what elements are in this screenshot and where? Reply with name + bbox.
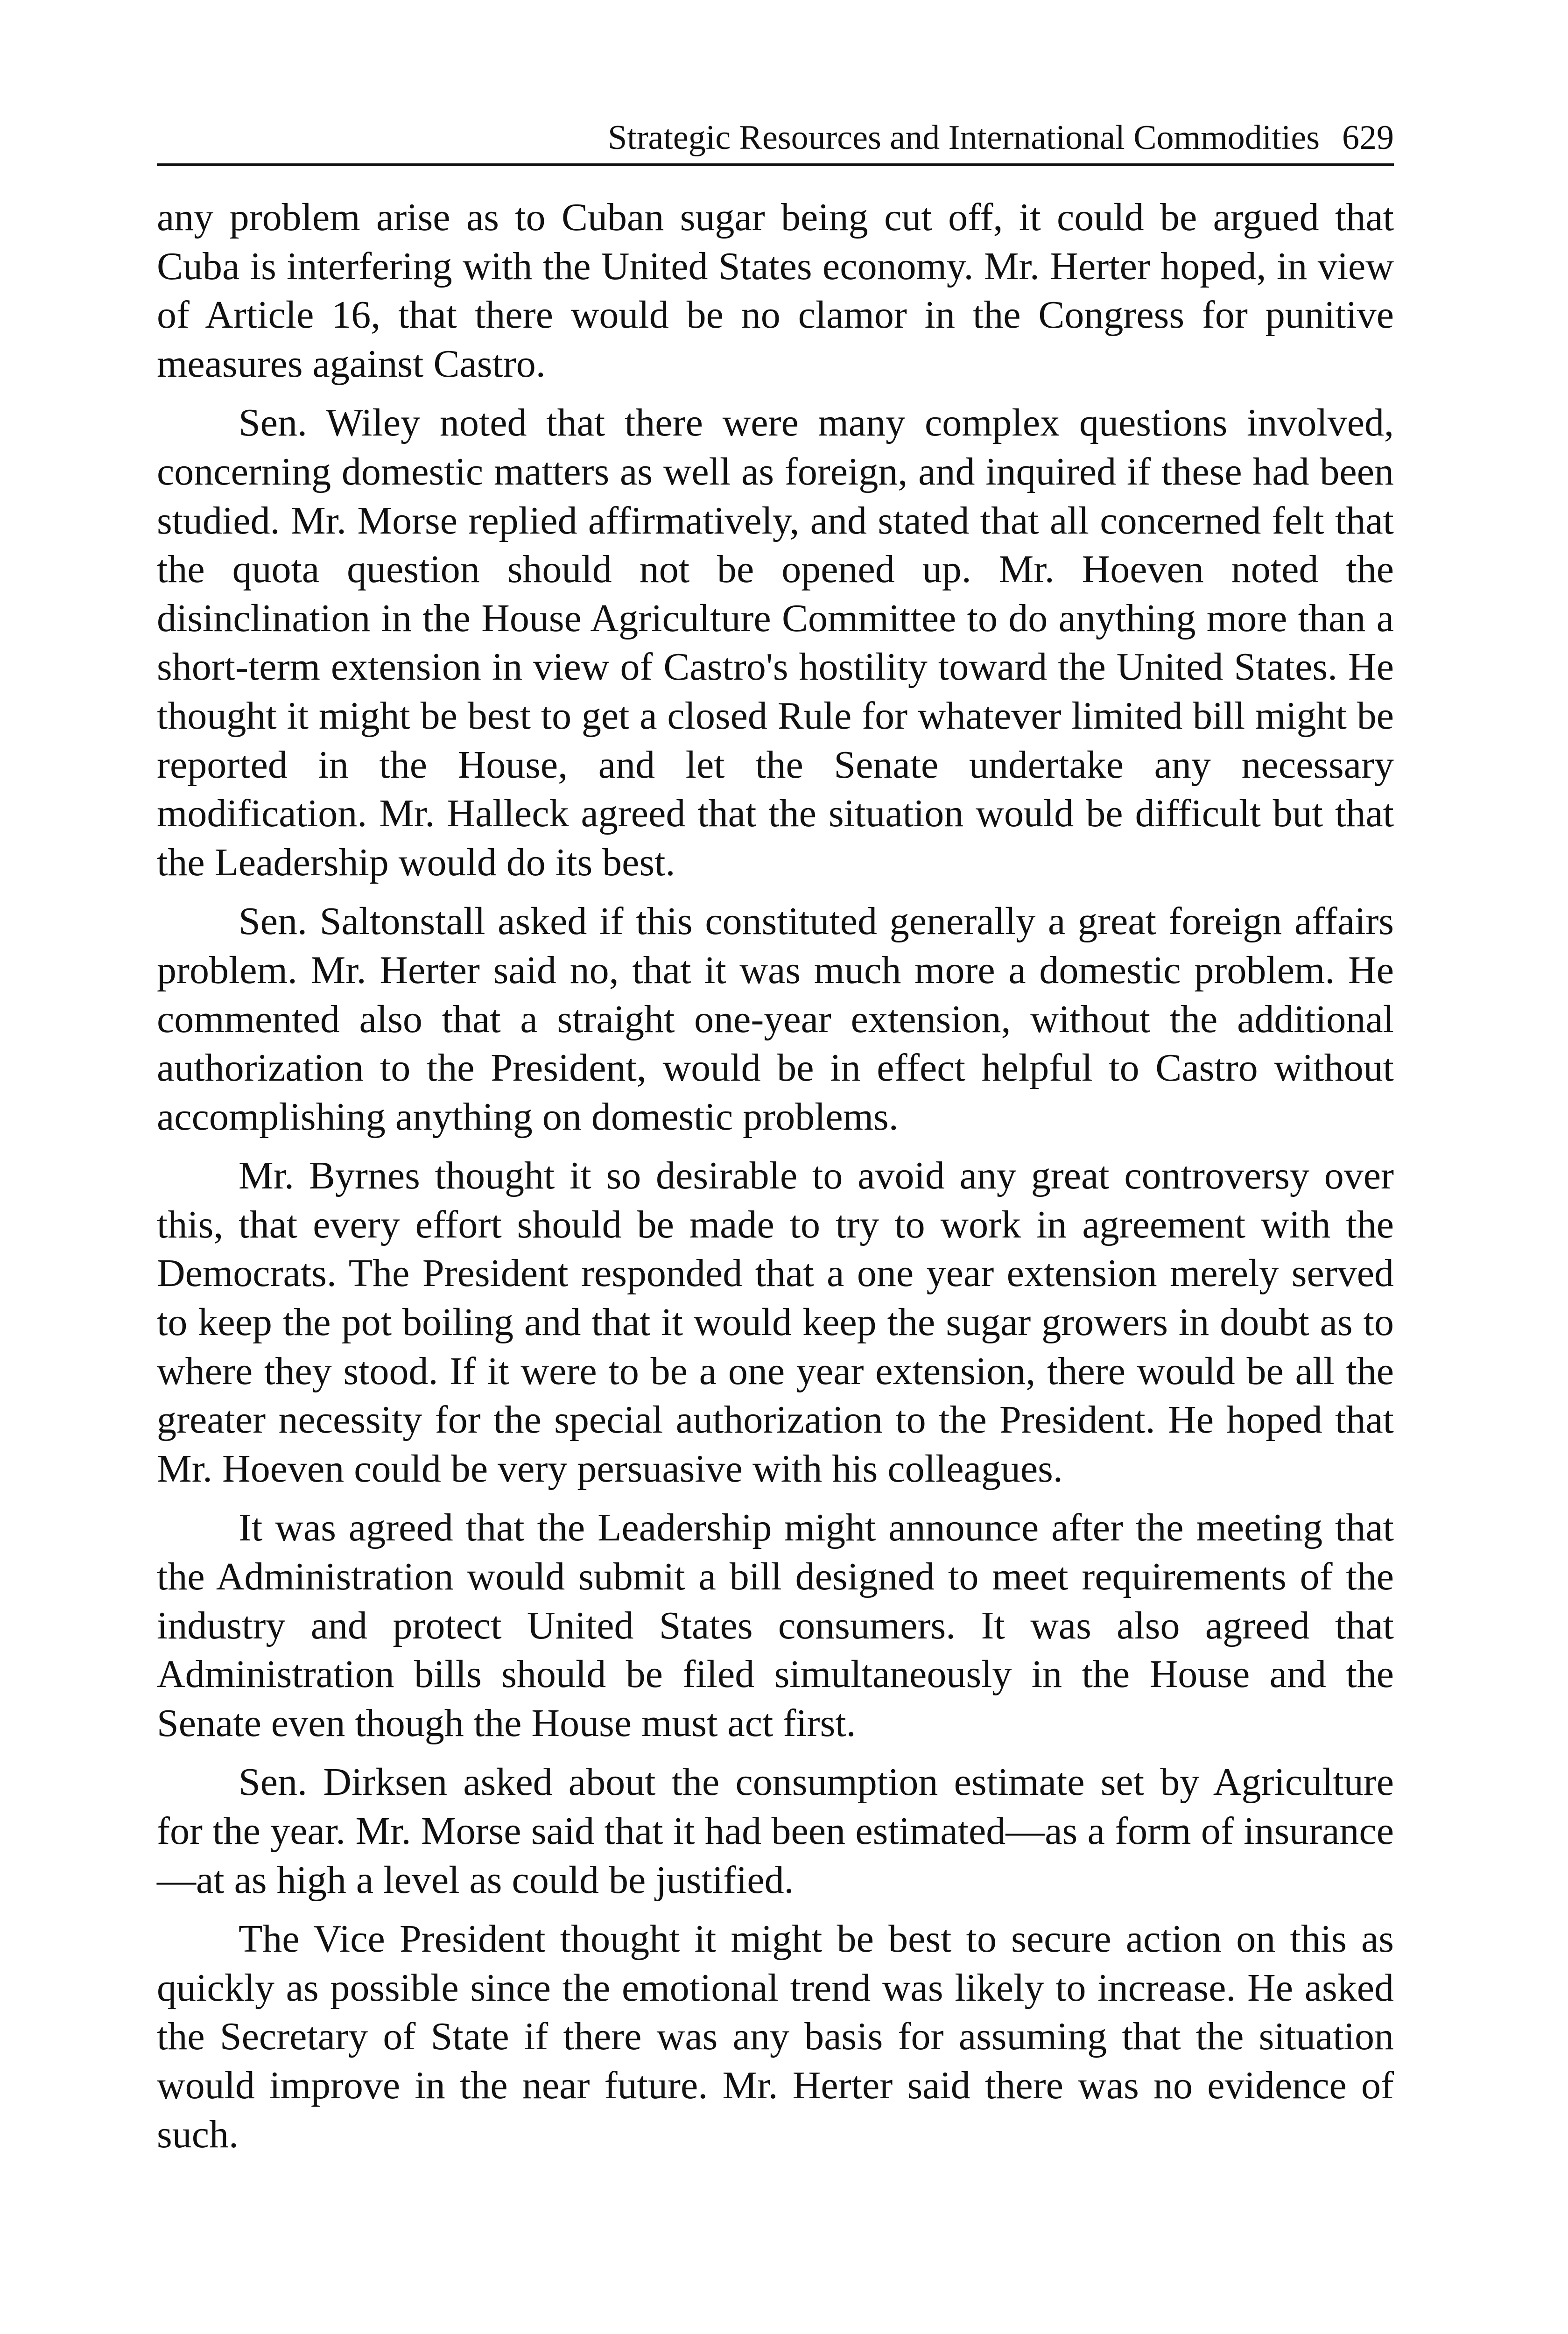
paragraph-continued: any problem arise as to Cuban sugar being cut off, it could be argued that Cuba is interfering with the United States economy. Mr. Herter hoped, in view of Article 16, that there would be no clamor in the Congress for punitive measures against Castro. [157, 196, 1394, 386]
page-number: 629 [1342, 119, 1394, 157]
running-header [157, 112, 1394, 166]
paragraph-dirksen: Sen. Dirksen asked about the consumption estimate set by Agriculture for the year. Mr. Morse said that it had been estimated—as a form of insurance—at as high a level as could be justified. [157, 1760, 1394, 1902]
paragraph-byrnes: Mr. Byrnes thought it so desirable to avoid any great controversy over this, that every effort should be made to try to work in agreement with the Democrats. The President responded that a one year extension merely served to keep the pot boiling and that it would keep the sugar growers in doubt as to where they stood. If it were to be a one year extension, there would be all the greater necessity for the special authorization to the President. He hoped that Mr. Hoeven could be very persuasive with his colleagues. [157, 1154, 1394, 1490]
paragraph-saltonstall: Sen. Saltonstall asked if this constituted generally a great foreign affairs problem. Mr. Herter said no, that it was much more a domestic problem. He commented also that a straight one-year extension, without the additional authorization to the President, would be in effect helpful to Castro without accomplishing anything on domestic problems. [157, 900, 1394, 1139]
document-page [157, 112, 1394, 2159]
running-title: Strategic Resources and International Commodities [608, 119, 1320, 157]
paragraph-vice-president: The Vice President thought it might be best to secure action on this as quickly as possible since the emotional trend was likely to increase. He asked the Secretary of State if there was any basis for assuming that the situation would improve in the near future. Mr. Herter said there was no evidence of such. [157, 1917, 1394, 2156]
paragraph-wiley: Sen. Wiley noted that there were many complex questions involved, concerning domestic matters as well as foreign, and inquired if these had been studied. Mr. Morse replied affirmatively, and stated that all concerned felt that the quota question should not be opened up. Mr. Hoeven noted the disinclination in the House Agriculture Committee to do anything more than a short-term extension in view of Castro's hostility toward the United States. He thought it might be best to get a closed Rule for whatever limited bill might be reported in the House, and let the Senate undertake any necessary modification. Mr. Halleck agreed that the situation would be difficult but that the Leadership would do its best. [157, 401, 1394, 884]
paragraph-leadership-agreement: It was agreed that the Leadership might announce after the meeting that the Administration would submit a bill designed to meet requirements of the industry and protect United States consumers. It was also agreed that Administration bills should be filed simultaneously in the House and the Senate even though the House must act first. [157, 1506, 1394, 1745]
body-text [157, 193, 1394, 2159]
